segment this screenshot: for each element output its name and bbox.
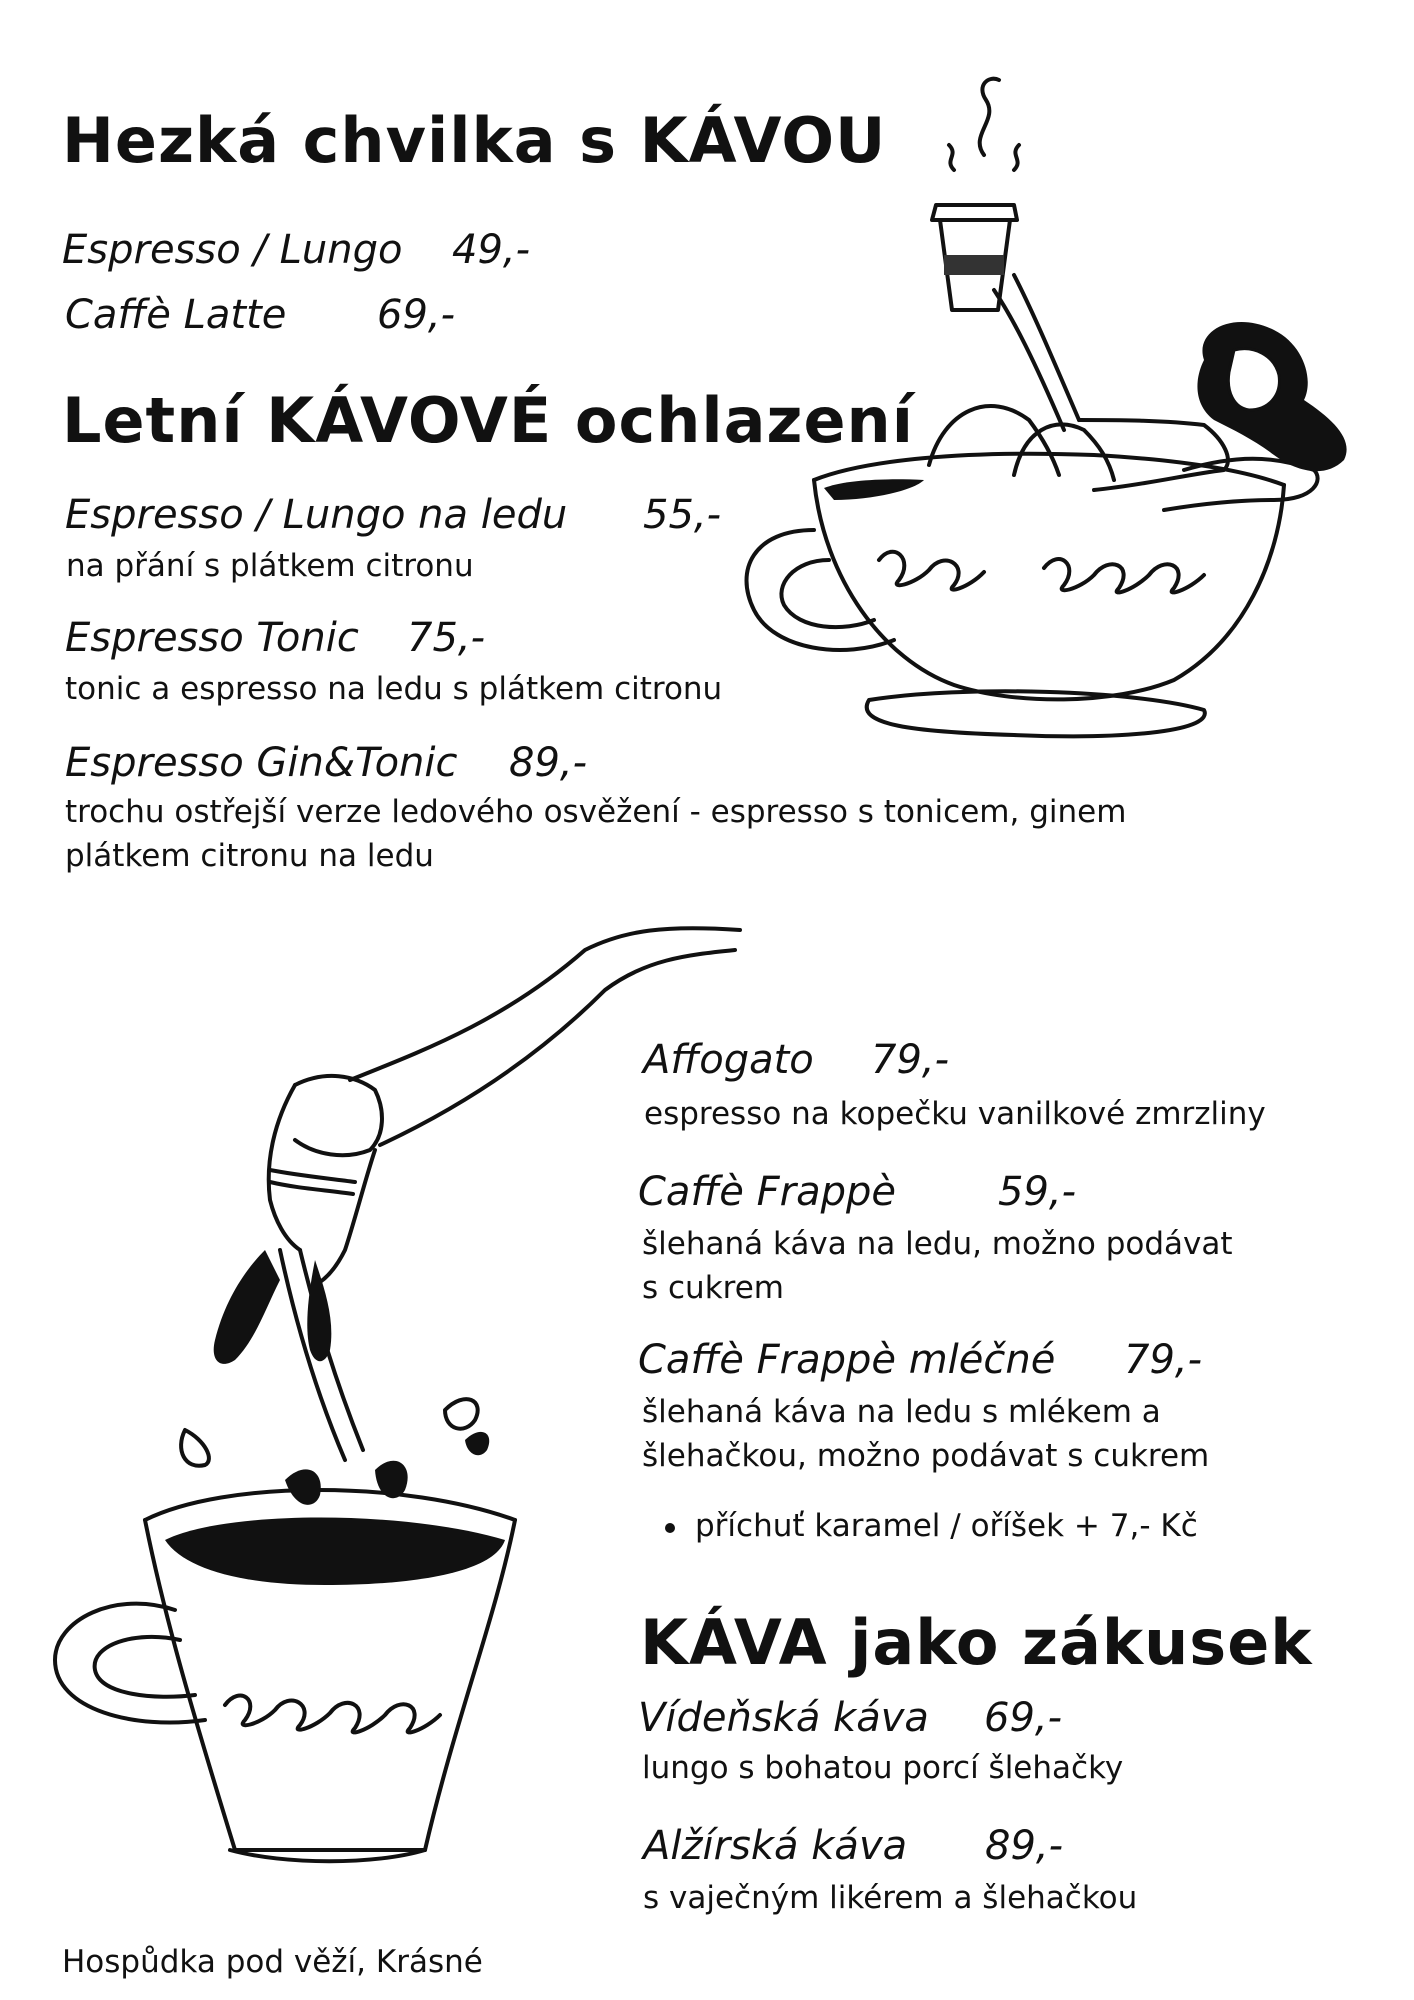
item-price: 89,- (509, 740, 588, 786)
menu-item-espresso-tonic (65, 615, 486, 661)
item-name: Espresso / Lungo (62, 227, 403, 273)
item-description: tonic a espresso na ledu s plátkem citronu (65, 671, 723, 707)
item-price: 79,- (871, 1037, 950, 1083)
item-name: Caffè Frappè mléčné (638, 1337, 1056, 1383)
menu-item-espresso-lungo-ice (65, 492, 722, 538)
section-title-coffee-as-dessert: KÁVA jako zákusek (640, 1606, 1313, 1679)
item-name: Alžírská káva (643, 1823, 908, 1869)
footer-venue-name: Hospůdka pod věží, Krásné (62, 1944, 483, 1980)
item-price: 59,- (998, 1169, 1077, 1215)
menu-item-caffe-latte (65, 292, 456, 338)
item-description-line-1: šlehaná káva na ledu, možno podávat (642, 1226, 1233, 1262)
item-price: 89,- (985, 1823, 1064, 1869)
flavor-option-text: příchuť karamel / oříšek + 7,- Kč (695, 1508, 1198, 1544)
section-title-nice-moment: Hezká chvilka s KÁVOU (62, 104, 887, 177)
item-description: espresso na kopečku vanilkové zmrzliny (644, 1096, 1266, 1132)
item-price: 49,- (452, 227, 531, 273)
item-name: Espresso Tonic (65, 615, 359, 661)
item-name: Affogato (643, 1037, 814, 1083)
bullet-dot-icon (665, 1523, 675, 1533)
item-price: 69,- (984, 1695, 1063, 1741)
item-name: Caffè Frappè (638, 1169, 896, 1215)
item-name: Espresso Gin&Tonic (65, 740, 458, 786)
menu-item-caffe-frappe-milk (638, 1337, 1203, 1383)
item-description: s vaječným likérem a šlehačkou (643, 1880, 1138, 1916)
menu-item-caffe-frappe (638, 1169, 1077, 1215)
item-description-line-2: s cukrem (642, 1270, 784, 1306)
item-description: lungo s bohatou porcí šlehačky (642, 1750, 1124, 1786)
menu-item-viennese-coffee (638, 1695, 1063, 1741)
item-description: na přání s plátkem citronu (66, 548, 474, 584)
menu-item-espresso-gin-tonic (65, 740, 588, 786)
section-title-summer-cooling: Letní KÁVOVÉ ochlazení (62, 384, 914, 457)
item-price: 75,- (407, 615, 486, 661)
menu-item-espresso-lungo (62, 227, 531, 273)
item-description-line-1: trochu ostřejší verze ledového osvěžení - espresso s tonicem, ginem (65, 794, 1127, 830)
item-description-line-2: šlehačkou, možno podávat s cukrem (642, 1438, 1210, 1474)
item-name: Vídeňská káva (638, 1695, 929, 1741)
item-name: Caffè Latte (65, 292, 287, 338)
item-name: Espresso / Lungo na ledu (65, 492, 568, 538)
menu-item-affogato (643, 1037, 950, 1083)
item-description-line-2: plátkem citronu na ledu (65, 838, 434, 874)
item-price: 55,- (643, 492, 722, 538)
item-price: 79,- (1124, 1337, 1203, 1383)
item-price: 69,- (377, 292, 456, 338)
flavor-option-bullet (665, 1504, 1198, 1548)
item-description-line-1: šlehaná káva na ledu s mlékem a (642, 1394, 1161, 1430)
menu-item-algerian-coffee (643, 1823, 1064, 1869)
